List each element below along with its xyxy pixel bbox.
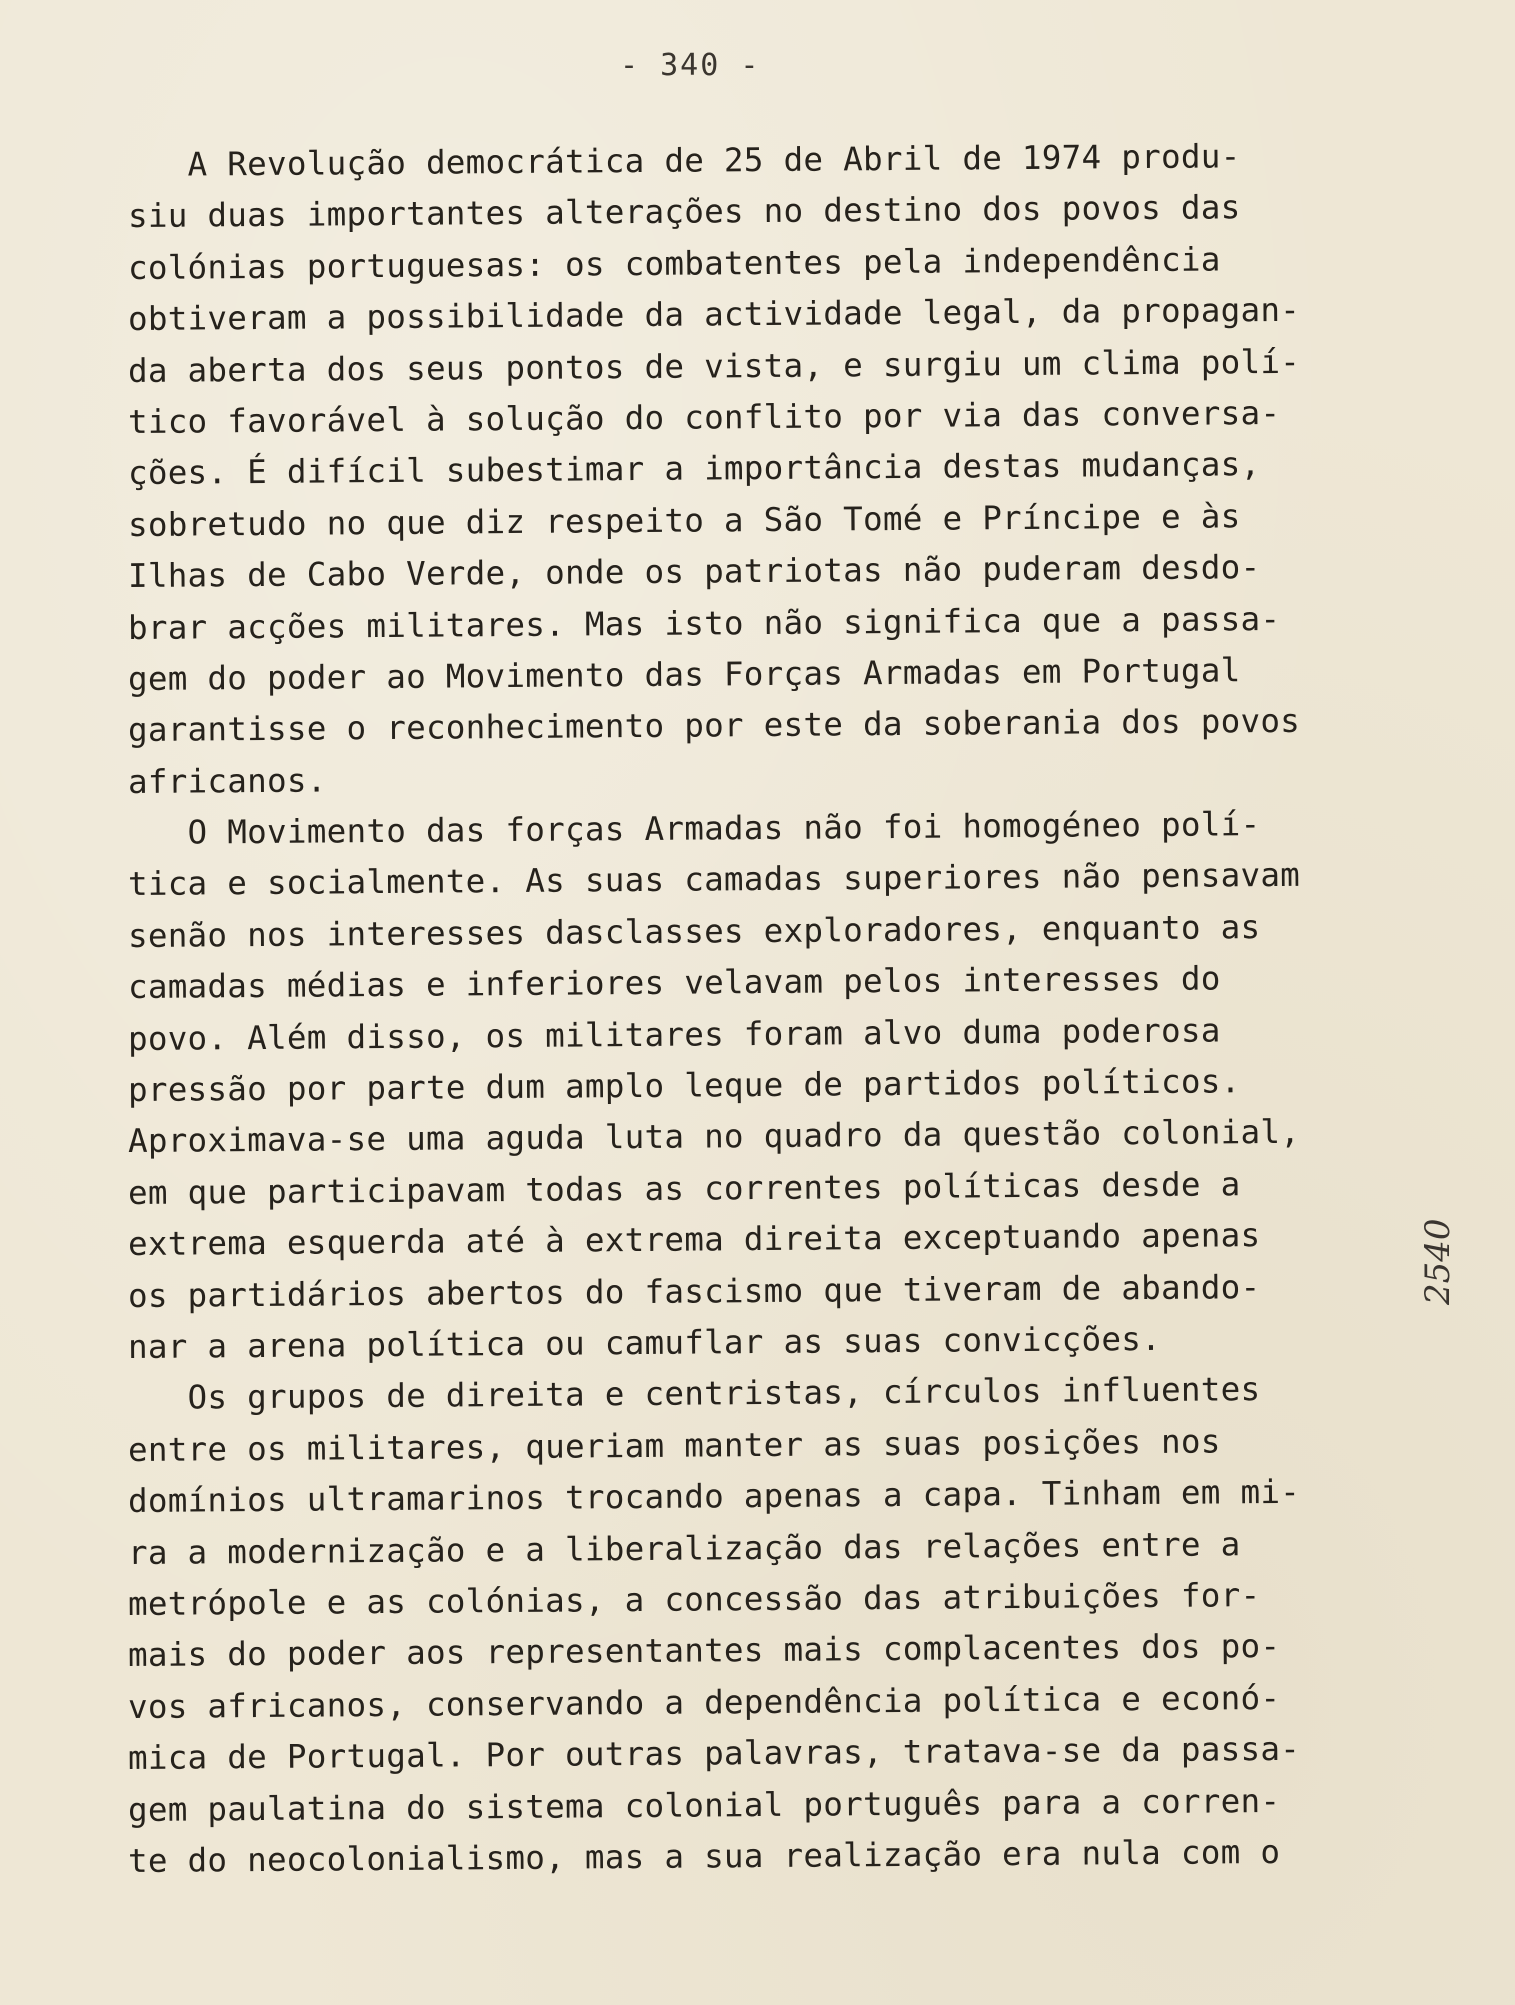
text-line: tico favorável à solução do conflito por via das conversa- <box>127 393 1281 441</box>
text-line: Aproximava-se uma aguda luta no quadro da questão colonial, <box>127 1113 1301 1161</box>
text-line: ra a modernização e a liberalização das relações entre a <box>127 1524 1241 1572</box>
text-line: os partidários abertos do fascismo que tiveram de abando- <box>127 1267 1261 1315</box>
text-line: tica e socialmente. As suas camadas superiores não pensavam <box>127 856 1301 904</box>
text-line: brar acções militares. Mas isto não significa que a passa- <box>127 599 1281 647</box>
text-line: camadas médias e inferiores velavam pelos interesses do <box>127 959 1221 1007</box>
text-line: metrópole e as colónias, a concessão das atribuições for- <box>127 1576 1261 1623</box>
text-line: O Movimento das forças Armadas não foi homogéneo polí- <box>127 805 1261 853</box>
text-line: entre os militares, queriam manter as suas posições nos <box>127 1422 1221 1469</box>
text-line: gem do poder ao Movimento das Forças Armadas em Portugal <box>127 651 1241 698</box>
text-line: Os grupos de direita e centristas, círculos influentes <box>127 1370 1261 1418</box>
text-line: em que participavam todas as correntes políticas desde a <box>127 1165 1241 1212</box>
text-line: africanos. <box>127 761 327 801</box>
handwritten-margin-number: 2540 <box>1418 1218 1458 1305</box>
text-line: mais do poder aos representantes mais complacentes dos po- <box>127 1627 1281 1675</box>
text-line: Ilhas de Cabo Verde, onde os patriotas não puderam desdo- <box>127 548 1261 596</box>
text-line: siu duas importantes alterações no destino dos povos das <box>127 188 1241 236</box>
text-line: senão nos interesses dasclasses exploradores, enquanto as <box>127 907 1261 955</box>
text-line: sobretudo no que diz respeito a São Tomé e Príncipe e às <box>127 496 1241 544</box>
text-line: colónias portuguesas: os combatentes pela independência <box>127 240 1221 287</box>
page-number: - 340 - <box>620 48 761 83</box>
text-line: pressão por parte dum amplo leque de partidos políticos. <box>127 1062 1241 1110</box>
text-line: mica de Portugal. Por outras palavras, tratava-se da passa- <box>127 1729 1301 1778</box>
text-line: vos africanos, conservando a dependência política e econó- <box>127 1678 1281 1726</box>
text-line: A Revolução democrática de 25 de Abril de 1974 produ- <box>127 137 1241 184</box>
text-line: extrema esquerda até à extrema direita exceptuando apenas <box>127 1216 1261 1264</box>
text-line: domínios ultramarinos trocando apenas a capa. Tinham em mi- <box>127 1472 1301 1521</box>
text-line: garantisse o reconhecimento por este da soberania dos povos <box>127 702 1301 750</box>
text-line: obtiveram a possibilidade da actividade legal, da propagan- <box>127 290 1301 339</box>
text-line: da aberta dos seus pontos de vista, e surgiu um clima polí- <box>127 342 1301 390</box>
document-body <box>127 137 1398 1887</box>
text-line: povo. Além disso, os militares foram alvo duma poderosa <box>127 1011 1221 1058</box>
text-line: ções. É difícil subestimar a importância destas mudanças, <box>127 445 1261 493</box>
text-line: gem paulatina do sistema colonial português para a corren- <box>127 1781 1281 1829</box>
text-line: te do neocolonialismo, mas a sua realização era nula com o <box>127 1832 1281 1880</box>
text-line: nar a arena política ou camuflar as suas convicções. <box>127 1319 1162 1366</box>
